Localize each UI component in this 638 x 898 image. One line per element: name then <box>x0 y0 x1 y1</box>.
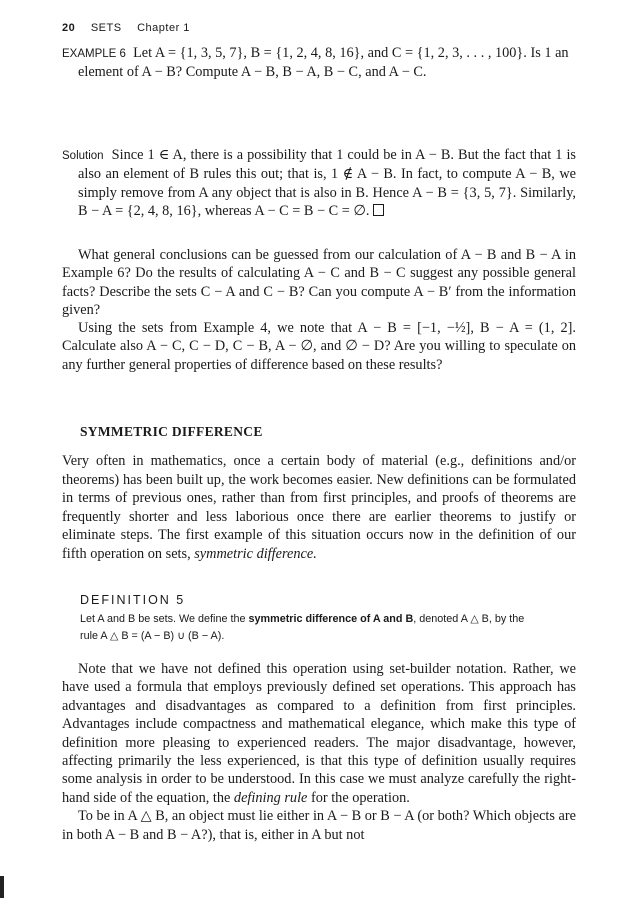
note-term: defining rule <box>233 789 308 806</box>
example-text: Let A = {1, 3, 5, 7}, B = {1, 2, 4, 8, 16}, and C = {1, 2, 3, . . . , 100}. Is 1 an element of A − B? Compute A − B, B − A, B − C, and A − C. <box>78 45 569 81</box>
discussion-paragraph-1: What general conclusions can be guessed from our calculation of A − B and B − A in Example 6? Do the results of calculating A − C and B − C suggest any possible general facts? Describe the sets C − A and C − B? Can you compute A − B′ from the information given? <box>62 247 576 318</box>
section-name: SETS <box>90 22 122 34</box>
note-paragraph-1: Note that we have not defined this operation using set-builder notation. Rather, we have used a formula that employs previously defined set operations. This approach has advantages and disadvantages as compared to a definition from first principles. Advantages include compactness and mathematical elegance, which make this type of definition more pleasing to experienced readers. The major disadvantage, however, affecting primarily the less experienced, is that this type of definition usually requires some analysis in order to be understood. In this case we must analyze carefully the right-hand side of the equation, the <box>62 661 576 806</box>
symmetric-difference-intro <box>62 452 576 564</box>
definition-pre: Let A and B be sets. We define the <box>80 613 249 625</box>
discussion <box>62 246 576 374</box>
example-label: EXAMPLE 6 <box>62 48 126 60</box>
scan-edge-mark <box>0 876 4 898</box>
solution-label: Solution <box>62 150 104 162</box>
definition-body <box>80 611 540 645</box>
qed-box-icon <box>373 204 384 216</box>
definition-5 <box>80 593 540 645</box>
page-header <box>62 22 190 34</box>
definition-post: , denoted A △ B, by the rule A △ B = (A − B) ∪ (B − A). <box>80 613 525 642</box>
solution <box>62 146 576 220</box>
note-paragraph-2: To be in A △ B, an object must lie either in A − B or B − A (or both? Which objects are in both A − B and B − A?), that is, either in A but not <box>62 808 576 843</box>
intro-text: Very often in mathematics, once a certain body of material (e.g., definitions and/or theorems) has been built up, the work becomes easier. New definitions can be formulated in terms of previous ones, rather than from first principles, and proofs of theorems are frequently shorter and less laborious once there are earlier theorems to justify or eliminate steps. The first example of this situation occurs now in the definition of our fifth operation on sets, <box>62 453 576 562</box>
solution-text: Since 1 ∈ A, there is a possibility that 1 could be in A − B. But the fact that 1 is also an element of B rules this out; that is, 1 ∉ A − B. In fact, to compute A − B, we simply remove from A any object that is also in B. Hence A − B = {3, 5, 7}. Similarly, B − A = {2, 4, 8, 16}, whereas A − C = B − C = ∅. <box>78 147 576 219</box>
example-6 <box>62 44 576 82</box>
definition-bold: symmetric difference of A and B <box>248 613 414 625</box>
chapter-name: Chapter 1 <box>137 22 190 34</box>
note-end: for the operation. <box>307 789 410 806</box>
notes <box>62 660 576 844</box>
intro-term: symmetric difference. <box>194 545 317 562</box>
definition-label: DEFINITION 5 <box>80 593 186 607</box>
page-number: 20 <box>62 22 76 34</box>
section-heading: SYMMETRIC DIFFERENCE <box>80 424 263 439</box>
discussion-paragraph-2: Using the sets from Example 4, we note that A − B = [−1, −½], B − A = (1, 2]. Calculate also A − C, C − D, C − B, A − ∅, and ∅ − D? Are you willing to speculate on any further general properties of difference based on these results? <box>62 320 576 373</box>
